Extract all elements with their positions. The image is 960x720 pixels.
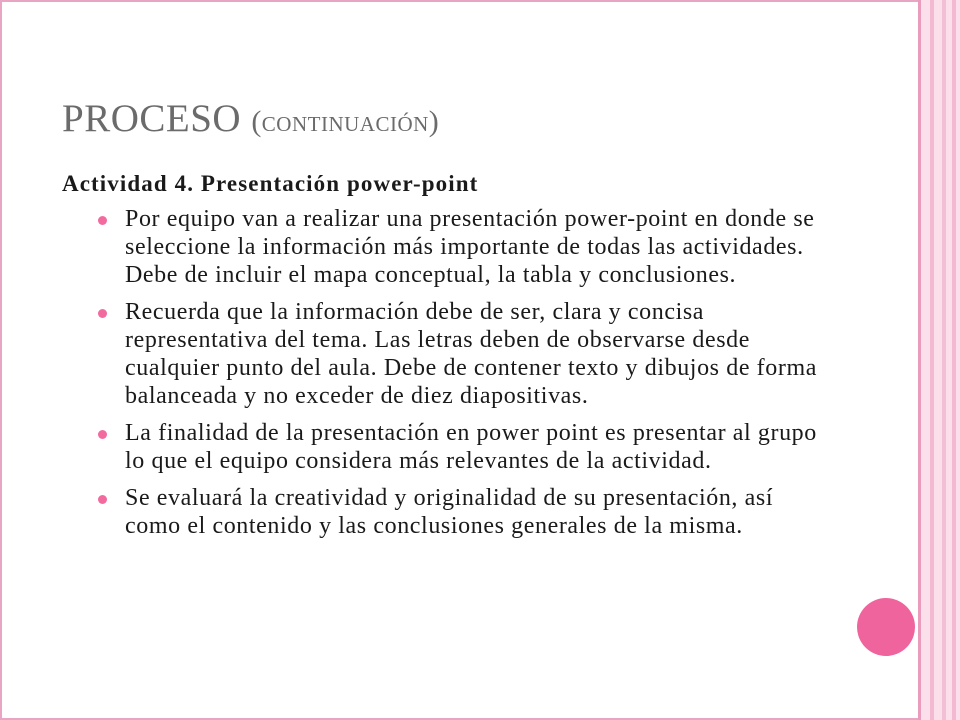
- slide-title: [62, 96, 439, 141]
- list-item-text: Por equipo van a realizar una presentación power-point en donde se seleccione la información más importante de todas las actividades. Debe de incluir el mapa conceptual, la tabla y conclusiones.: [125, 206, 815, 288]
- bullet-dot-icon: [98, 216, 107, 225]
- list-item-text: La finalidad de la presentación en power point es presentar al grupo lo que el equipo considera más relevantes de la actividad.: [125, 420, 817, 474]
- slide-border-top: [0, 0, 920, 2]
- list-item-text: Recuerda que la información debe de ser, clara y concisa representativa del tema. Las letras deben de observarse desde cualquier punto del aula. Debe de contener texto y dibujos de forma balanceada y no exceder de diez diapositivas.: [125, 299, 817, 409]
- list-item-text: Se evaluará la creatividad y originalidad de su presentación, así como el contenido y las conclusiones generales de la misma.: [125, 485, 774, 539]
- activity-heading: Actividad 4. Presentación power-point: [62, 171, 479, 196]
- list-item: [62, 484, 825, 540]
- bullet-dot-icon: [98, 309, 107, 318]
- bullet-dot-icon: [98, 495, 107, 504]
- slide-title-sub: (continuación): [251, 105, 440, 138]
- bullet-dot-icon: [98, 430, 107, 439]
- decorative-circle: [857, 598, 915, 656]
- list-item: [62, 298, 825, 410]
- slide-content: [62, 171, 842, 549]
- decorative-stripe-panel: [918, 0, 960, 720]
- slide-title-main: PROCESO: [62, 97, 252, 140]
- list-item: [62, 205, 825, 289]
- list-item: [62, 419, 825, 475]
- bullet-list: [62, 205, 842, 540]
- slide-border-left: [0, 0, 2, 720]
